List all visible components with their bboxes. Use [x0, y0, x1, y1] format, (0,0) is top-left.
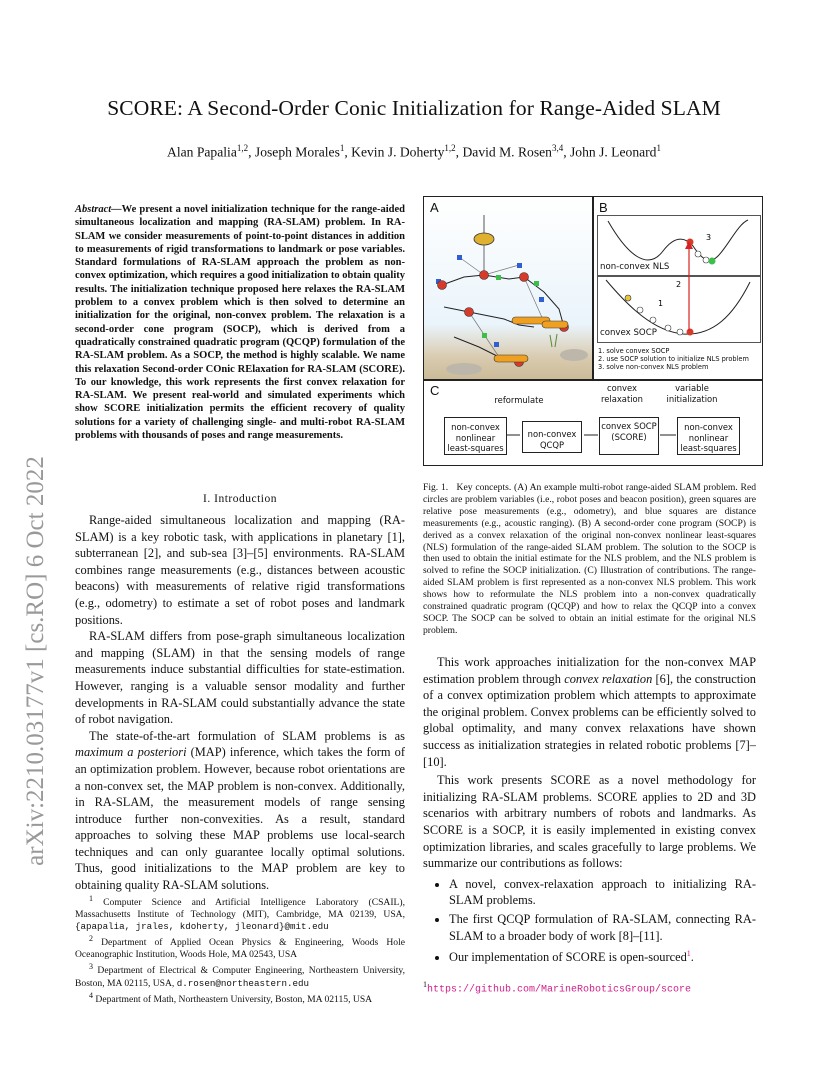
right-paragraph-1: [423, 654, 756, 770]
footnote-4-text: Department of Math, Northeastern University, Boston, MA 02115, USA: [95, 993, 373, 1005]
section-heading: I. Introduction: [203, 493, 277, 505]
author-affiliation: 1,2: [236, 143, 249, 153]
footnote-3-text: Department of Electrical & Computer Engineering, Northeastern University, Boston, MA 02115, USA,: [75, 965, 405, 989]
intro-paragraph-2: RA-SLAM differs from pose-graph simultaneous localization and mapping (SLAM) in that the sensing models of range measurements induce substantial difficulties for state-estimation. However, ranging is a valuable sensor modality and further developments in RA-SLAM could substantially advance the state of robot navigation.: [75, 629, 405, 727]
footnote-1-mark: 1: [89, 894, 93, 903]
author-name: Joseph Morales: [254, 144, 340, 160]
contribution-item: • The first QCQP formulation of RA-SLAM, connecting RA-SLAM to a broader body of work [8]–[11].: [449, 911, 756, 944]
footnote-4: [75, 990, 405, 1006]
step-1-mark: 1: [658, 299, 664, 308]
author-name: John J. Leonard: [570, 144, 657, 160]
box-nls-final: non-convex nonlinear least-squares: [677, 417, 740, 455]
panel-c-label: C: [430, 383, 440, 398]
abstract-text: We present a novel initialization technique for the range-aided simultaneous localization and mapping (RA-SLAM) problem. In RA-SLAM we consider measurements of point-to-point distances in addition to measurements of rigid transformations to landmark or pose variables. Standard formulations of RA-SLAM approach the problem as non-convex optimization, which requires a good initialization to obtain quality results. The initialization technique proposed here relaxes the RA-SLAM problem to a convex problem which is then solved to determine an initialization for the original, non-convex problem. The relaxation is a second-order cone program (SOCP), which is derived from a quadratically constrained quadratic program (QCQP) formulation of the RA-SLAM problem. As a SOCP, the method is highly scalable. We name this relaxation Second-order COnic RElaxation for RA-SLAM (SCORE). To our knowledge, this work represents the first convex relaxation for RA-SLAM. We present real-world and simulated experiments which show SCORE initialization permits the efficient recovery of quality solutions for a variety of challenging single- and multi-robot RA-SLAM problems with thousands of poses and range measurements.: [75, 204, 405, 442]
right-body: [423, 654, 756, 968]
right-footnote-mark: 1: [423, 980, 427, 989]
step-1: 1. solve convex SOCP: [598, 347, 670, 355]
step-2: 2. use SOCP solution to initialize NLS problem: [598, 355, 749, 364]
author-name: Alan Papalia: [167, 144, 237, 160]
box-socp: convex SOCP (SCORE): [599, 417, 659, 455]
affiliation-footnotes: [75, 893, 405, 1006]
author-list: Alan Papalia$^{1,2}$, Joseph Morales$^1$, Kevin J. Doherty$^{1,2}$, David M. Rosen$^{3,4}$, John J. Leonard$^1$: [167, 143, 661, 160]
arrow-label-relaxation: convex relaxation: [600, 383, 643, 404]
intro-paragraph-1: Range-aided simultaneous localization and mapping (RA-SLAM) is a key robotic task, with applications in planetary [1], subterranean [2], and sub-sea [3]–[5] environments. RA-SLAM combines range measurements (e.g., distances between acoustic beacons) with measurements of relative rigid transformations (e.g., odometry) to estimate a set of robot poses and landmark positions.: [75, 513, 405, 627]
footnote-2-text: Department of Applied Ocean Physics & Engineering, Woods Hole Oceanographic Institution, Woods Hole, MA 02543, USA: [75, 937, 406, 961]
github-url[interactable]: https://github.com/MarineRoboticsGroup/score: [427, 984, 692, 996]
figure-caption: [423, 482, 756, 637]
socp-label: convex SOCP: [600, 328, 657, 338]
right-p1-end: [6], the construction of a convex optimization problem which attempts to approximate the original problem. Convex problems can be efficiently solved to global optimality, and many convex relaxations have shown success as initialization strategies in related robotic problems [7]–[10].: [423, 671, 756, 769]
caption-label: Fig. 1.: [423, 482, 449, 493]
abstract-lead: Abstract: [75, 204, 112, 215]
footnote-2: [75, 933, 405, 961]
author-affiliation: 1,2: [444, 143, 456, 153]
panel-a-label: A: [430, 200, 439, 215]
contribution-item-text: Our implementation of SCORE is open-sourced: [449, 950, 687, 965]
figure-1: [423, 196, 763, 466]
contribution-item: • A novel, convex-relaxation approach to initializing RA-SLAM problems.: [449, 876, 756, 909]
author-name: David M. Rosen: [462, 144, 552, 160]
intro-p3-start: The state-of-the-art formulation of SLAM problems is as: [89, 728, 405, 743]
footnote-4-mark: 4: [89, 990, 93, 1000]
arrow-label-initialization: variable initialization: [666, 383, 718, 404]
intro-body: [75, 512, 405, 894]
step-3-mark: 3: [706, 233, 712, 242]
footnote-2-mark: 2: [89, 934, 93, 944]
author-affiliation: 1: [656, 143, 661, 153]
footnote-link[interactable]: 1: [686, 949, 691, 959]
box-nls: non-convex nonlinear least-squares: [444, 417, 507, 455]
step-list: [598, 347, 762, 372]
arrow-label-reformulate: reformulate: [494, 395, 544, 405]
arxiv-stamp: arXiv:2210.03177v1 [cs.RO] 6 Oct 2022: [22, 456, 49, 866]
right-p1-emphasis: convex relaxation: [564, 671, 653, 686]
author-affiliation: 1: [339, 143, 345, 153]
footnote-1: [75, 893, 405, 933]
box-qcqp: non-convex QCQP: [522, 421, 582, 453]
panel-b: [593, 196, 763, 380]
right-p1-start: This work approaches initialization for the non-convex MAP estimation problem through: [423, 655, 756, 686]
author-affiliation: 3,4: [551, 143, 564, 153]
contribution-item: • Our implementation of SCORE is open-sourced$^1$.: [449, 946, 756, 966]
ra-slam-illustration: [424, 197, 593, 380]
contribution-list: [423, 876, 756, 966]
panel-a: [423, 196, 593, 380]
paper-title: SCORE: A Second-Order Conic Initialization for Range-Aided SLAM: [107, 96, 721, 120]
panel-b-label: B: [599, 200, 608, 215]
abstract: Abstract—We present a novel initialization technique for the range-aided simultaneous localization and mapping (RA-SLAM) problem. In RA-SLAM we consider measurements of point-to-point distances in addition to measurements of rigid transformations to landmark or pose variables. Standard formulations of RA-SLAM approach the problem as non-convex optimization, which requires a good initialization to obtain quality results. The initialization technique proposed here relaxes the RA-SLAM problem to a convex problem which is then solved to determine an initialization for the original, non-convex problem. The relaxation is a second-order cone program (SOCP), which is derived from a quadratically constrained quadratic program (QCQP) formulation of the RA-SLAM problem. As a SOCP, the method is highly scalable. We name this relaxation Second-order COnic RElaxation for RA-SLAM (SCORE). To our knowledge, this work represents the first convex relaxation for RA-SLAM. We present real-world and simulated experiments which show SCORE initialization permits the efficient recovery of quality solutions for a variety of challenging single- and multi-robot RA-SLAM problems with thousands of poses and range measurements.: [75, 204, 405, 442]
footnote-3-email[interactable]: d.rosen@northeastern.edu: [176, 977, 310, 989]
step-2-mark: 2: [676, 280, 682, 289]
nls-label: non-convex NLS: [600, 262, 670, 272]
footnote-3: [75, 961, 405, 989]
author-name: Kevin J. Doherty: [351, 144, 445, 160]
intro-paragraph-3: [75, 728, 405, 894]
intro-p3-end: (MAP) inference, which takes the form of an optimization problem. However, because robot orientations are a non-convex set, the MAP problem is non-convex. Additionally, in RA-SLAM, the measurement models of range sensing introduce further non-convexities. As a result, standard approaches to solving these MAP problems use local-search techniques and can only guarantee locally optimal solutions. Thus, good initializations to the MAP problem are key to obtaining quality RA-SLAM solutions.: [75, 745, 405, 893]
panel-c: [423, 380, 763, 466]
step-3: 3. solve non-convex NLS problem: [598, 363, 709, 372]
footnote-1-text: Computer Science and Artificial Intelligence Laboratory (CSAIL), Massachusetts Institute of Technology (MIT), Cambridge, MA 02139, USA,: [75, 897, 406, 921]
right-footnote: [423, 980, 756, 995]
footnote-3-mark: 3: [89, 962, 93, 972]
caption-text: Key concepts. (A) An example multi-robot range-aided SLAM problem. Red circles are problem variables (i.e., robot poses and beacon position), green squares are relative pose measurements (e.g., odometry), and blue squares are distance measurements (e.g., acoustic ranging). (B) A second-order cone program (SOCP) is derived as a convex relaxation of the original non-convex nonlinear least-squares (NLS) formulation of the range-aided SLAM problem. The solution to the SOCP is then used to obtain the initial estimate for the NLS problem, and the NLS problem is solved to refine the SOCP initialization. (C) Illustration of contributions. The range-aided SLAM problem is first represented as a non-convex NLS problem. This work shows how to reformulate the NLS problem into a non-convex quadratically constrained quadratic program (QCQP) and how to relax the QCQP into a convex SOCP. The SOCP can be solved to obtain an initial estimate for the original NLS problem.: [423, 482, 757, 636]
footnote-1-emails[interactable]: {apapalia, jrales, kdoherty, jleonard}@mit.edu: [75, 921, 329, 933]
right-paragraph-2: This work presents SCORE as a novel methodology for initializing RA-SLAM problems. SCORE applies to 2D and 3D scenarios with arbitrary numbers of robots and landmarks. As SCORE is a SOCP, it is easily implemented in existing convex optimization libraries, and scales gracefully to large problems. We summarize our contributions as follows:: [423, 773, 756, 871]
intro-p3-emphasis: maximum a posteriori: [75, 745, 187, 760]
